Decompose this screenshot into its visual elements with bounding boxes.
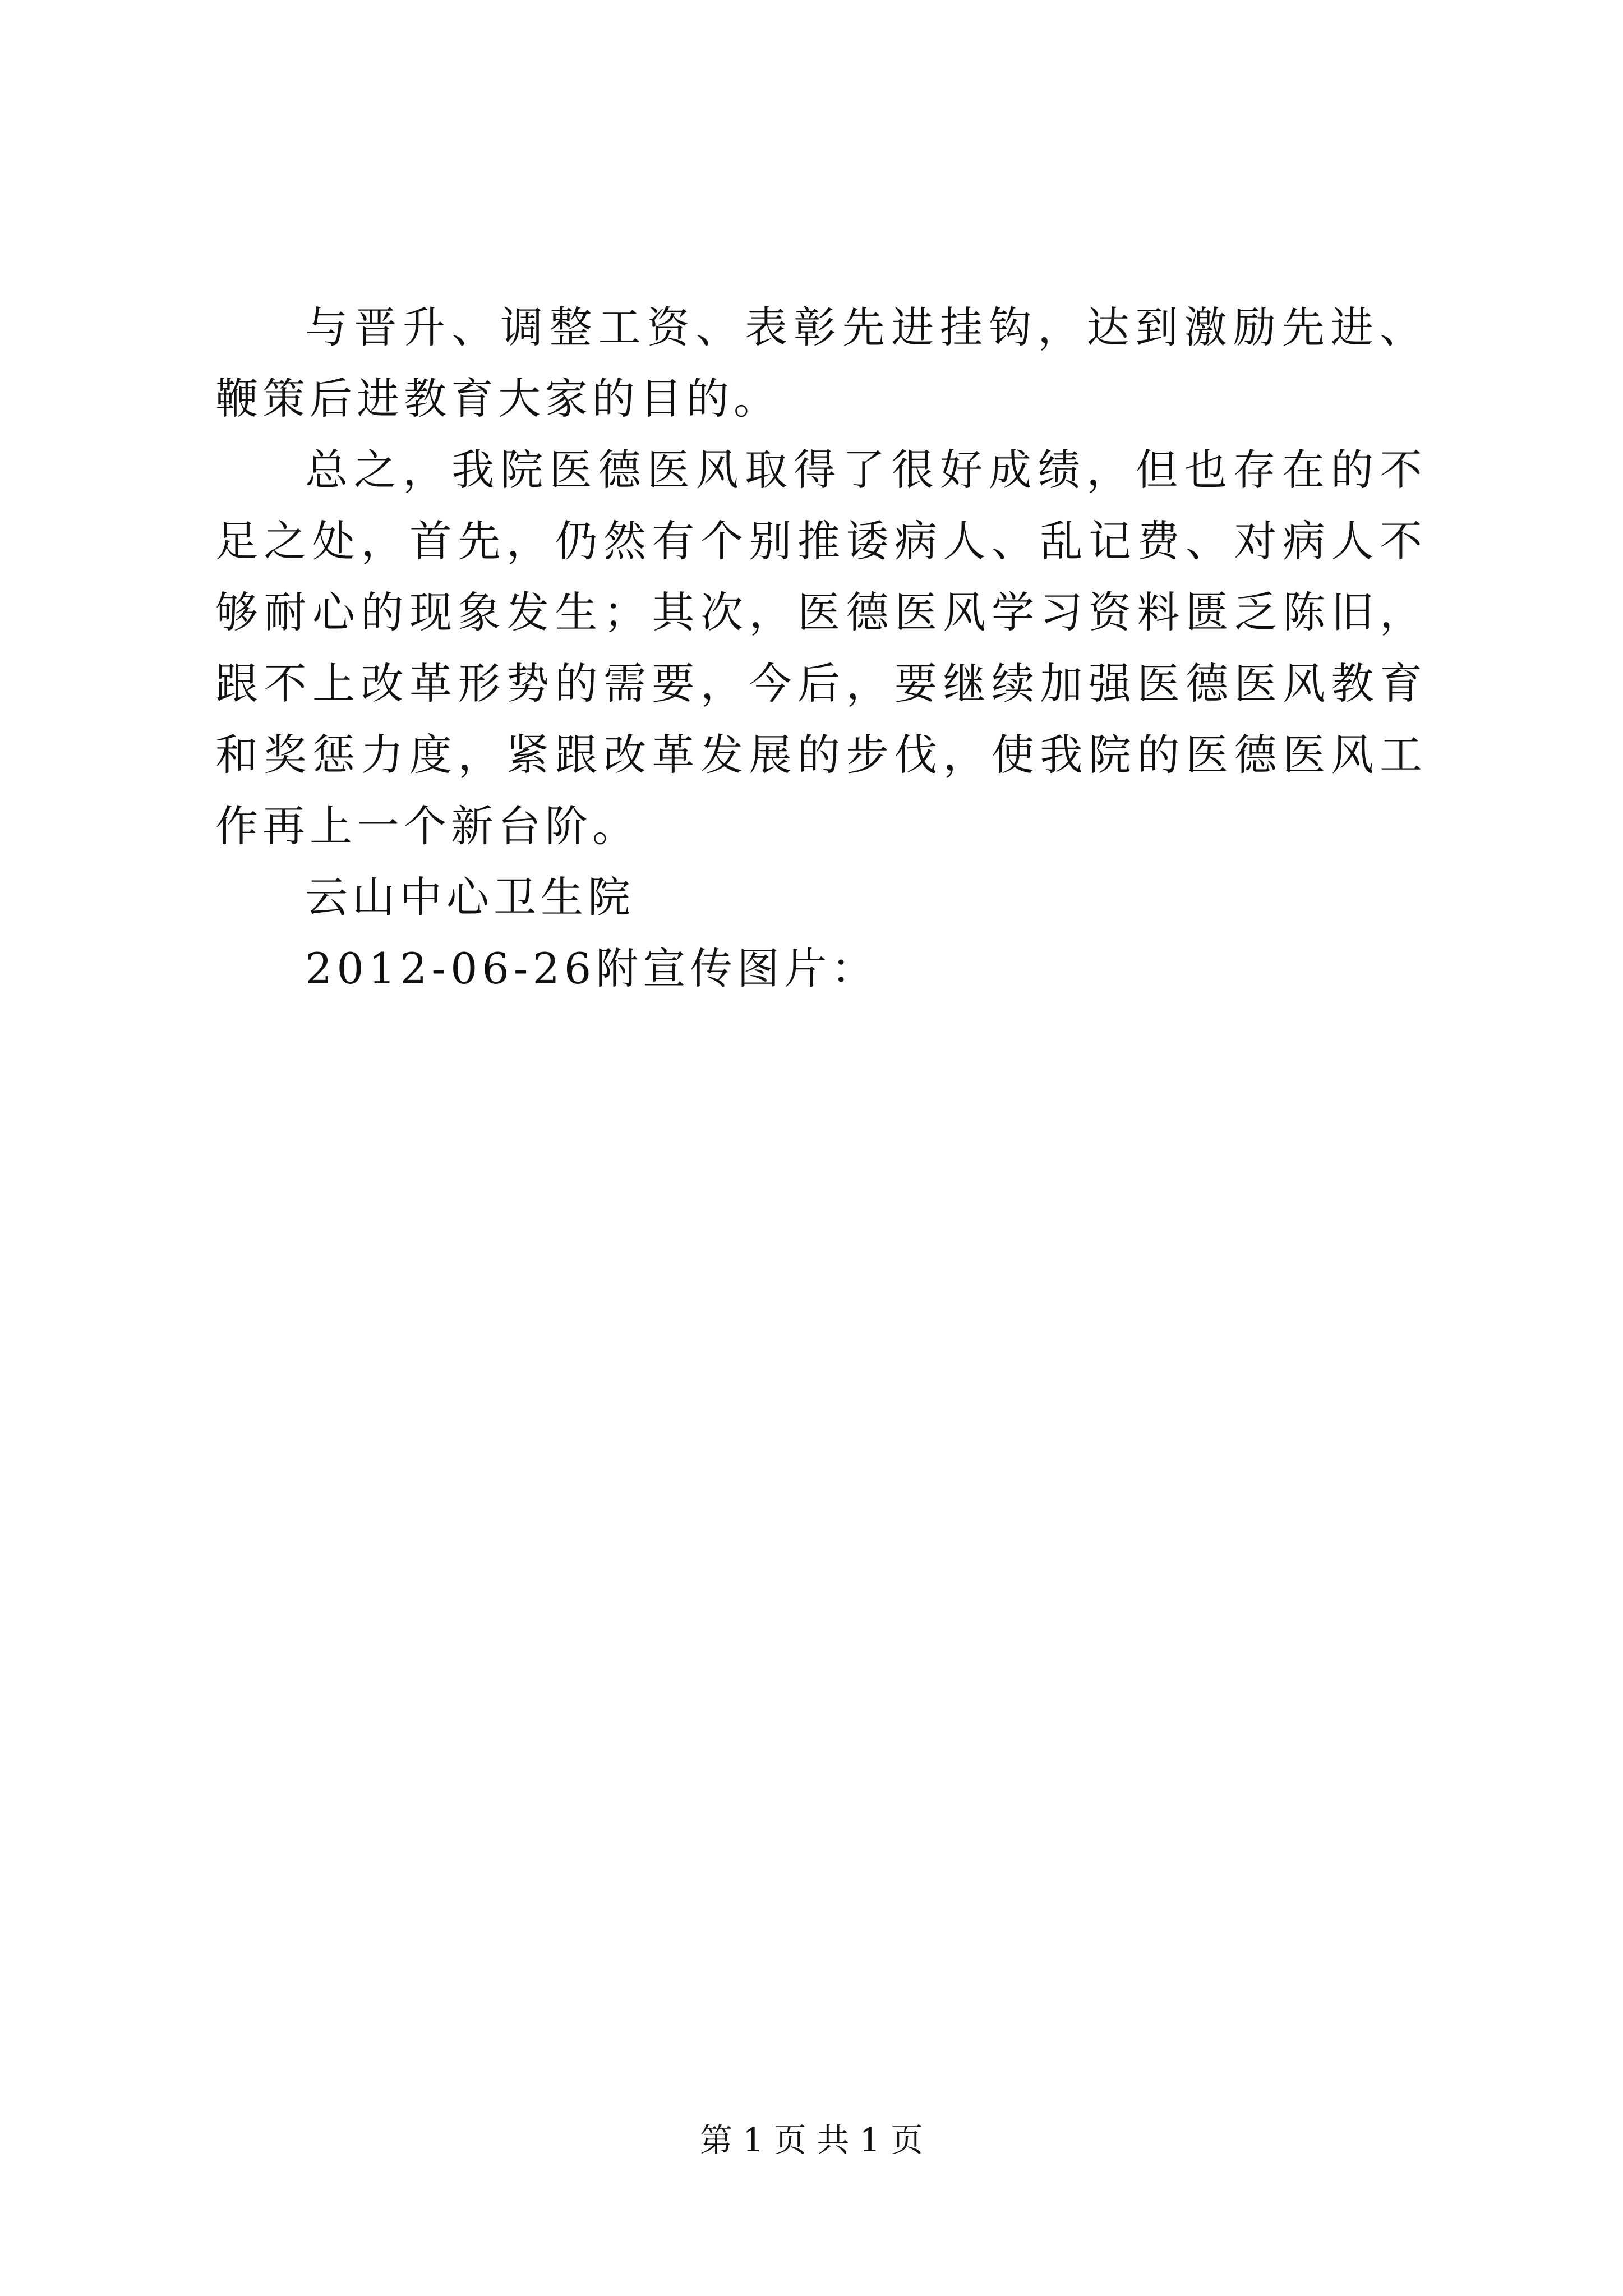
paragraph-1: 与晋升、调整工资、表彰先进挂钩，达到激励先进、鞭策后进教育大家的目的。 xyxy=(215,302,1427,424)
page-footer xyxy=(0,2118,1623,2162)
date-line: 2012-06-26附宣传图片： xyxy=(305,944,879,993)
paragraph-2: 总之，我院医德医风取得了很好成绩，但也存在的不足之处，首先，仍然有个别推诿病人、乱记费、对病人不够耐心的现象发生；其次，医德医风学习资料匮乏陈旧，跟不上改革形势的需要，今后，要继续加强医德医风教育和奖惩力度，紧跟改革发展的步伐，使我院的医德医风工作再上一个新台阶。 xyxy=(215,445,1427,851)
page-number: 第 1 页 共 1 页 xyxy=(700,2121,923,2159)
document-body xyxy=(215,292,1427,1004)
signature-org: 云山中心卫生院 xyxy=(305,872,635,922)
